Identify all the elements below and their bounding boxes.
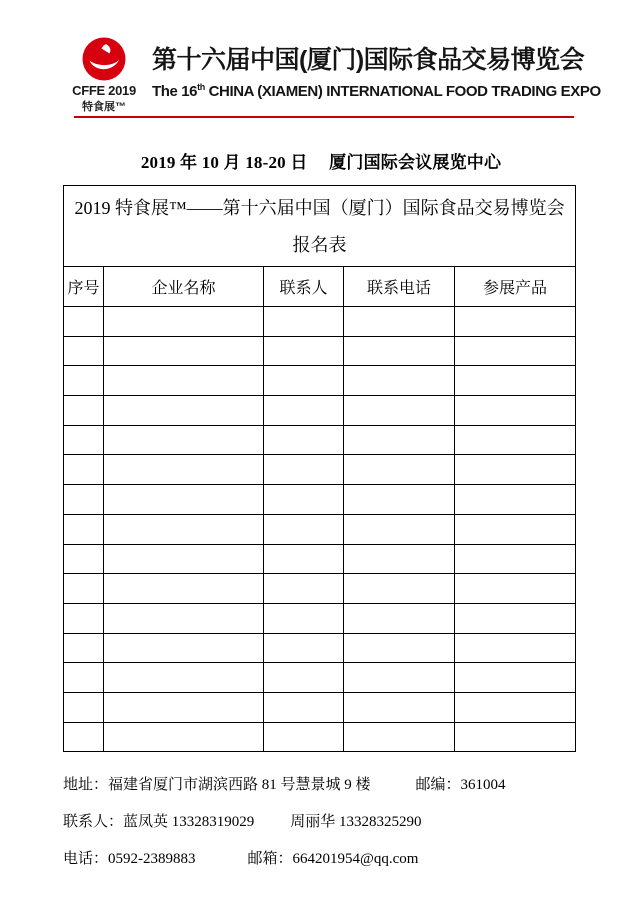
empty-form-cell — [264, 544, 344, 574]
empty-form-row — [64, 336, 576, 366]
event-date-venue: 2019 年 10 月 18-20 日 厦门国际会议展览中心 — [140, 153, 502, 172]
empty-form-row — [64, 544, 576, 574]
expo-title-chinese: 第十六届中国(厦门)国际食品交易博览会 — [152, 46, 585, 74]
empty-form-cell — [264, 336, 344, 366]
empty-form-row — [64, 722, 576, 752]
empty-form-cell — [455, 514, 576, 544]
subtitle-rest: CHINA (XIAMEN) INTERNATIONAL FOOD TRADING EXPO — [204, 83, 601, 100]
empty-form-cell — [64, 485, 104, 515]
empty-form-cell — [64, 692, 104, 722]
empty-form-cell — [344, 544, 455, 574]
column-header-company: 企业名称 — [104, 267, 264, 307]
empty-form-row — [64, 603, 576, 633]
email-text: 邮箱：664201954@qq.com — [247, 851, 419, 867]
postcode-text: 邮编：361004 — [415, 777, 506, 793]
empty-form-cell — [64, 336, 104, 366]
empty-form-cell — [344, 366, 455, 396]
empty-form-row — [64, 633, 576, 663]
empty-form-cell — [104, 514, 264, 544]
empty-form-cell — [104, 663, 264, 693]
empty-form-cell — [455, 574, 576, 604]
empty-form-cell — [64, 307, 104, 337]
empty-form-row — [64, 663, 576, 693]
empty-form-cell — [64, 396, 104, 426]
empty-form-row — [64, 574, 576, 604]
empty-form-cell — [344, 485, 455, 515]
empty-form-cell — [104, 307, 264, 337]
red-divider-line — [74, 116, 574, 118]
empty-form-cell — [344, 425, 455, 455]
empty-form-cell — [344, 692, 455, 722]
empty-form-cell — [264, 603, 344, 633]
empty-form-cell — [344, 574, 455, 604]
empty-form-cell — [64, 425, 104, 455]
empty-form-row — [64, 692, 576, 722]
address-text: 地址：福建省厦门市湖滨西路 81 号慧景城 9 楼 — [63, 777, 371, 793]
empty-form-cell — [264, 485, 344, 515]
phone-text: 电话：0592-2389883 — [63, 851, 196, 867]
empty-form-row — [64, 396, 576, 426]
expo-header — [66, 34, 601, 114]
footer-contacts-line — [63, 813, 506, 832]
empty-form-cell — [264, 425, 344, 455]
empty-form-cell — [64, 633, 104, 663]
empty-form-cell — [264, 722, 344, 752]
registration-form-table — [63, 185, 576, 752]
empty-form-cell — [64, 366, 104, 396]
empty-form-cell — [344, 603, 455, 633]
empty-form-cell — [104, 722, 264, 752]
empty-form-row — [64, 485, 576, 515]
empty-form-cell — [104, 485, 264, 515]
subtitle-prefix: The 16 — [152, 83, 198, 100]
footer-phone-email-line — [63, 850, 506, 869]
empty-form-cell — [64, 603, 104, 633]
empty-form-cell — [104, 692, 264, 722]
empty-form-cell — [264, 396, 344, 426]
empty-form-cell — [64, 544, 104, 574]
empty-form-cell — [104, 455, 264, 485]
empty-form-cell — [104, 396, 264, 426]
empty-form-cell — [455, 366, 576, 396]
empty-form-cell — [455, 485, 576, 515]
empty-form-cell — [104, 336, 264, 366]
empty-form-cell — [455, 307, 576, 337]
contact-footer — [63, 776, 506, 887]
column-header-index: 序号 — [64, 267, 104, 307]
empty-form-cell — [455, 455, 576, 485]
form-title-line2: 报名表 — [292, 234, 347, 255]
form-table-body — [64, 186, 576, 752]
empty-form-cell — [64, 514, 104, 544]
empty-form-cell — [104, 574, 264, 604]
cffe-logo — [66, 34, 142, 114]
form-title-line1: 2019 特食展™——第十六届中国（厦门）国际食品交易博览会 — [74, 197, 565, 218]
empty-form-cell — [455, 336, 576, 366]
empty-form-cell — [455, 722, 576, 752]
form-title-cell — [64, 186, 576, 267]
empty-form-cell — [104, 633, 264, 663]
form-title-row — [64, 186, 576, 267]
logo-tagline: 特食展™ — [82, 101, 126, 113]
cffe-smile-icon — [81, 36, 127, 82]
empty-form-row — [64, 425, 576, 455]
empty-form-cell — [64, 663, 104, 693]
empty-form-cell — [344, 307, 455, 337]
empty-form-cell — [344, 455, 455, 485]
empty-form-cell — [344, 336, 455, 366]
empty-form-cell — [344, 396, 455, 426]
empty-form-cell — [104, 603, 264, 633]
empty-form-cell — [64, 722, 104, 752]
empty-form-cell — [344, 633, 455, 663]
contact-person-2: 周丽华 13328325290 — [290, 814, 422, 830]
expo-title-english — [152, 82, 601, 100]
empty-form-cell — [455, 692, 576, 722]
empty-form-cell — [455, 663, 576, 693]
footer-address-line — [63, 776, 506, 795]
empty-form-cell — [344, 663, 455, 693]
empty-form-cell — [455, 633, 576, 663]
empty-form-cell — [455, 396, 576, 426]
form-header-row — [64, 267, 576, 307]
empty-form-cell — [344, 514, 455, 544]
empty-form-cell — [104, 425, 264, 455]
column-header-contact: 联系人 — [264, 267, 344, 307]
empty-form-cell — [264, 455, 344, 485]
empty-form-cell — [264, 633, 344, 663]
empty-form-cell — [344, 722, 455, 752]
column-header-phone: 联系电话 — [344, 267, 455, 307]
empty-form-cell — [104, 544, 264, 574]
empty-form-cell — [264, 663, 344, 693]
empty-form-row — [64, 514, 576, 544]
contact-person-1: 联系人：蓝凤英 13328319029 — [63, 814, 255, 830]
empty-form-row — [64, 366, 576, 396]
logo-name: CFFE 2019 — [72, 83, 136, 98]
empty-form-cell — [264, 366, 344, 396]
column-header-products: 参展产品 — [455, 267, 576, 307]
title-block — [152, 34, 601, 100]
subtitle-ordinal: th — [197, 82, 205, 92]
empty-form-cell — [455, 425, 576, 455]
empty-form-row — [64, 307, 576, 337]
empty-form-cell — [104, 366, 264, 396]
empty-form-cell — [64, 574, 104, 604]
empty-form-row — [64, 455, 576, 485]
empty-form-cell — [264, 514, 344, 544]
empty-form-cell — [264, 574, 344, 604]
empty-form-cell — [64, 455, 104, 485]
empty-form-cell — [455, 544, 576, 574]
empty-form-cell — [264, 692, 344, 722]
empty-form-cell — [264, 307, 344, 337]
empty-form-cell — [455, 603, 576, 633]
